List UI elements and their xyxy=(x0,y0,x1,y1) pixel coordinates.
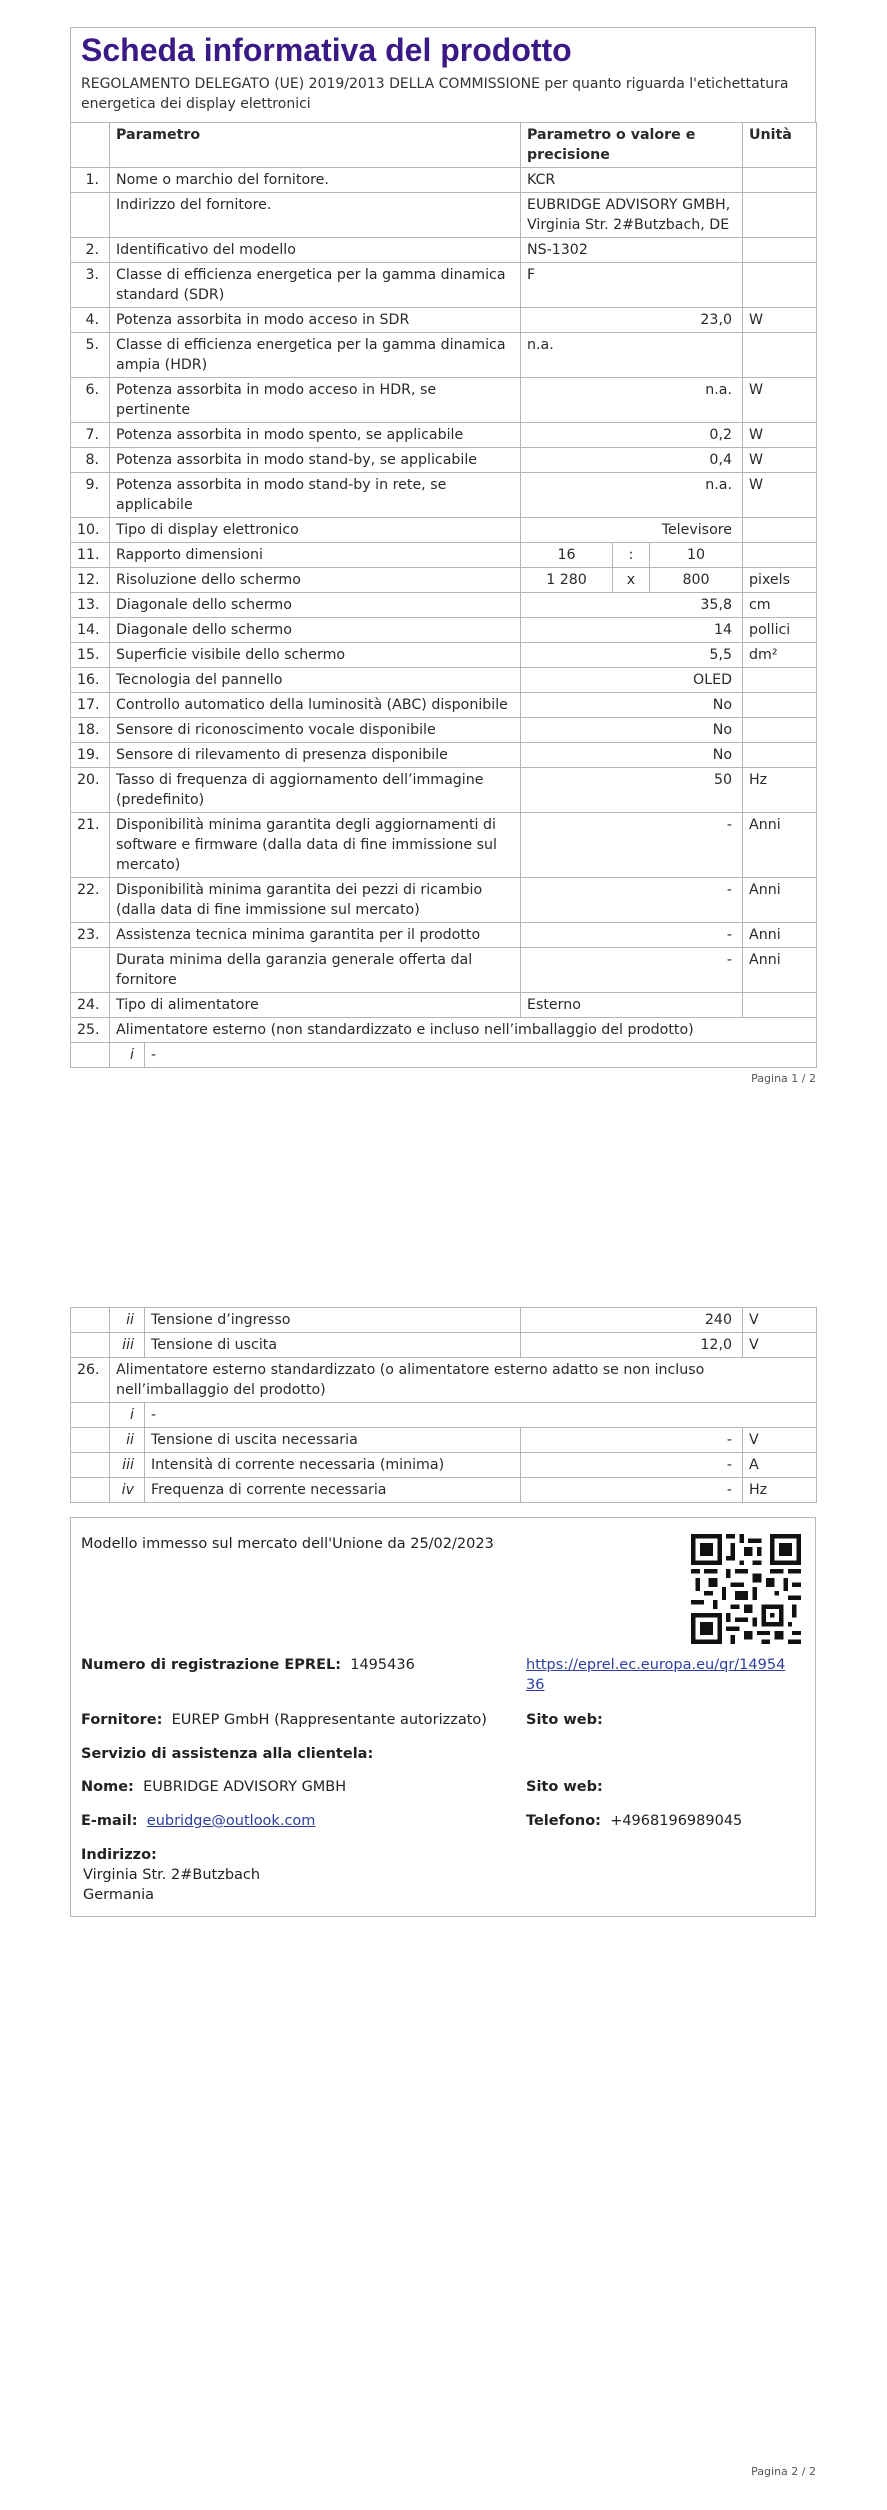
subrow-label: Frequenza di corrente necessaria xyxy=(145,1478,521,1503)
table-subrow xyxy=(71,1308,817,1333)
row-unit: Anni xyxy=(743,878,817,923)
eprel-number xyxy=(81,1655,415,1675)
table-row xyxy=(71,168,817,193)
table-row xyxy=(71,518,817,543)
subrow-value: 12,0 xyxy=(521,1333,743,1358)
table-row xyxy=(71,768,817,813)
row-value: - xyxy=(521,878,743,923)
row-unit: W xyxy=(743,423,817,448)
row-label: Potenza assorbita in modo spento, se applicabile xyxy=(110,423,521,448)
row-number: 16. xyxy=(71,668,110,693)
row-label: Tecnologia del pannello xyxy=(110,668,521,693)
row-number: 8. xyxy=(71,448,110,473)
resolution-width: 1 280 xyxy=(521,568,613,593)
ratio-separator: : xyxy=(613,543,650,568)
row-value: 14 xyxy=(521,618,743,643)
row-label: Tipo di display elettronico xyxy=(110,518,521,543)
table-row xyxy=(71,948,817,993)
table-row xyxy=(71,448,817,473)
row-unit: Hz xyxy=(743,768,817,813)
row-unit xyxy=(743,168,817,193)
name-label: Nome: xyxy=(81,1779,134,1795)
row-label: Controllo automatico della luminosità (ABC) disponibile xyxy=(110,693,521,718)
row-value: 0,2 xyxy=(521,423,743,448)
row-unit: pollici xyxy=(743,618,817,643)
row-unit: dm² xyxy=(743,643,817,668)
row-label: Diagonale dello schermo xyxy=(110,593,521,618)
row-label: Classe di efficienza energetica per la gamma dinamica standard (SDR) xyxy=(110,263,521,308)
customer-service-heading: Servizio di assistenza alla clientela: xyxy=(81,1746,374,1762)
table-header-row xyxy=(71,123,817,168)
row-value: 23,0 xyxy=(521,308,743,333)
row-unit: W xyxy=(743,308,817,333)
qr-code-icon xyxy=(691,1534,801,1644)
row-number: 5. xyxy=(71,333,110,378)
address-line-2: Germania xyxy=(83,1887,154,1903)
row-label: Tipo di alimentatore xyxy=(110,993,521,1018)
subrow-index: ii xyxy=(110,1308,145,1333)
row-value: - xyxy=(521,948,743,993)
table-row xyxy=(71,1358,817,1403)
row-number: 25. xyxy=(71,1018,110,1043)
row-value: No xyxy=(521,743,743,768)
row-number: 3. xyxy=(71,263,110,308)
row-number: 2. xyxy=(71,238,110,263)
supplier-value: EUREP GmbH (Rappresentante autorizzato) xyxy=(171,1712,487,1728)
row-label: Rapporto dimensioni xyxy=(110,543,521,568)
table-row xyxy=(71,643,817,668)
table-row xyxy=(71,423,817,448)
supplier-label: Fornitore: xyxy=(81,1712,163,1728)
col-header-unit: Unità xyxy=(743,123,817,168)
subrow-index: iv xyxy=(110,1478,145,1503)
subrow-label: Tensione d’ingresso xyxy=(145,1308,521,1333)
subrow-unit: V xyxy=(743,1428,817,1453)
supplier-info xyxy=(81,1710,487,1730)
row-label: Assistenza tecnica minima garantita per il prodotto xyxy=(110,923,521,948)
row-value: 0,4 xyxy=(521,448,743,473)
row-unit: Anni xyxy=(743,948,817,993)
page-number-2: Pagina 2 / 2 xyxy=(751,2465,816,2478)
row-number: 17. xyxy=(71,693,110,718)
subrow-index: i xyxy=(110,1043,145,1068)
table-row xyxy=(71,593,817,618)
row-number: 9. xyxy=(71,473,110,518)
row-number: 15. xyxy=(71,643,110,668)
row-value: - xyxy=(521,813,743,878)
row-label: Alimentatore esterno standardizzato (o alimentatore esterno adatto se non incluso nell’imballaggio del prodotto) xyxy=(110,1358,817,1403)
table-row xyxy=(71,813,817,878)
row-number: 14. xyxy=(71,618,110,643)
row-unit: W xyxy=(743,448,817,473)
supplier-website-label: Sito web: xyxy=(526,1712,603,1728)
row-number: 26. xyxy=(71,1358,110,1403)
table-row xyxy=(71,718,817,743)
resolution-separator: x xyxy=(613,568,650,593)
table-row xyxy=(71,193,817,238)
address-line-1: Virginia Str. 2#Butzbach xyxy=(83,1867,261,1883)
row-label: Diagonale dello schermo xyxy=(110,618,521,643)
product-info-table xyxy=(70,122,817,1068)
resolution-height: 800 xyxy=(650,568,743,593)
service-website-label: Sito web: xyxy=(526,1779,603,1795)
row-label: Indirizzo del fornitore. xyxy=(110,193,521,238)
row-label: Disponibilità minima garantita dei pezzi di ricambio (dalla data di fine immissione sul mercato) xyxy=(110,878,521,923)
subrow-label: Tensione di uscita necessaria xyxy=(145,1428,521,1453)
table-row xyxy=(71,693,817,718)
row-value: Televisore xyxy=(521,518,743,543)
row-label: Superficie visibile dello schermo xyxy=(110,643,521,668)
table-row xyxy=(71,263,817,308)
eprel-label: Numero di registrazione EPREL: xyxy=(81,1657,342,1673)
row-label: Tasso di frequenza di aggiornamento dell’immagine (predefinito) xyxy=(110,768,521,813)
email-label: E-mail: xyxy=(81,1813,138,1829)
table-subrow xyxy=(71,1478,817,1503)
subrow-value: 240 xyxy=(521,1308,743,1333)
row-label: Risoluzione dello schermo xyxy=(110,568,521,593)
page-1 xyxy=(70,27,816,1085)
row-label: Potenza assorbita in modo stand-by, se applicabile xyxy=(110,448,521,473)
row-number: 13. xyxy=(71,593,110,618)
row-number: 22. xyxy=(71,878,110,923)
subrow-index: iii xyxy=(110,1453,145,1478)
table-row xyxy=(71,923,817,948)
subrow-label: - xyxy=(145,1043,817,1068)
row-value: NS-1302 xyxy=(521,238,743,263)
row-number: 18. xyxy=(71,718,110,743)
row-label: Sensore di rilevamento di presenza disponibile xyxy=(110,743,521,768)
subrow-value: - xyxy=(521,1453,743,1478)
phone-label: Telefono: xyxy=(526,1813,601,1829)
row-unit: Anni xyxy=(743,923,817,948)
row-number: 7. xyxy=(71,423,110,448)
row-value: OLED xyxy=(521,668,743,693)
table-row xyxy=(71,878,817,923)
table-row xyxy=(71,378,817,423)
col-header-param: Parametro xyxy=(110,123,521,168)
row-value: KCR xyxy=(521,168,743,193)
row-value: F xyxy=(521,263,743,308)
table-row xyxy=(71,668,817,693)
email-link[interactable]: eubridge@outlook.com xyxy=(146,1813,316,1829)
subrow-label: - xyxy=(145,1403,817,1428)
row-number: 19. xyxy=(71,743,110,768)
page-2 xyxy=(70,1307,816,1917)
row-unit: W xyxy=(743,473,817,518)
row-value: 5,5 xyxy=(521,643,743,668)
subrow-unit: Hz xyxy=(743,1478,817,1503)
eprel-link[interactable]: https://eprel.ec.europa.eu/qr/1495436 xyxy=(526,1657,786,1693)
row-label: Alimentatore esterno (non standardizzato e incluso nell’imballaggio del prodotto) xyxy=(110,1018,817,1043)
row-value: Esterno xyxy=(521,993,743,1018)
header-box xyxy=(70,27,816,122)
phone-value: +4968196989045 xyxy=(610,1813,743,1829)
row-unit: W xyxy=(743,378,817,423)
row-value: 35,8 xyxy=(521,593,743,618)
market-date-text: Modello immesso sul mercato dell'Unione da 25/02/2023 xyxy=(81,1536,494,1552)
row-value: - xyxy=(521,923,743,948)
row-number: 1. xyxy=(71,168,110,193)
subrow-unit: V xyxy=(743,1308,817,1333)
subrow-unit: V xyxy=(743,1333,817,1358)
row-number: 4. xyxy=(71,308,110,333)
row-number: 23. xyxy=(71,923,110,948)
table-subrow xyxy=(71,1428,817,1453)
subrow-label: Intensità di corrente necessaria (minima) xyxy=(145,1453,521,1478)
table-row xyxy=(71,618,817,643)
row-number: 20. xyxy=(71,768,110,813)
row-number: 24. xyxy=(71,993,110,1018)
table-row xyxy=(71,473,817,518)
row-value: 50 xyxy=(521,768,743,813)
row-label: Potenza assorbita in modo acceso in SDR xyxy=(110,308,521,333)
row-number: 11. xyxy=(71,543,110,568)
row-label: Disponibilità minima garantita degli aggiornamenti di software e firmware (dalla data di fine immissione sul mercato) xyxy=(110,813,521,878)
service-email xyxy=(81,1811,315,1831)
table-row xyxy=(71,333,817,378)
subrow-index: i xyxy=(110,1403,145,1428)
product-info-table-continued xyxy=(70,1307,817,1503)
page-title: Scheda informativa del prodotto xyxy=(81,32,572,68)
table-subrow xyxy=(71,1043,817,1068)
row-value: EUBRIDGE ADVISORY GMBH, Virginia Str. 2#Butzbach, DE xyxy=(521,193,743,238)
ratio-height: 10 xyxy=(650,543,743,568)
row-label: Potenza assorbita in modo stand-by in rete, se applicabile xyxy=(110,473,521,518)
row-label: Classe di efficienza energetica per la gamma dinamica ampia (HDR) xyxy=(110,333,521,378)
subrow-label: Tensione di uscita xyxy=(145,1333,521,1358)
subrow-unit: A xyxy=(743,1453,817,1478)
row-value: No xyxy=(521,693,743,718)
table-row xyxy=(71,568,817,593)
row-number: 6. xyxy=(71,378,110,423)
subrow-value: - xyxy=(521,1428,743,1453)
table-row xyxy=(71,308,817,333)
table-row xyxy=(71,993,817,1018)
name-value: EUBRIDGE ADVISORY GMBH xyxy=(143,1779,347,1795)
subrow-index: iii xyxy=(110,1333,145,1358)
row-number: 10. xyxy=(71,518,110,543)
service-name xyxy=(81,1777,346,1797)
row-unit: Anni xyxy=(743,813,817,878)
row-label: Potenza assorbita in modo acceso in HDR, se pertinente xyxy=(110,378,521,423)
row-label: Identificativo del modello xyxy=(110,238,521,263)
row-value: n.a. xyxy=(521,333,743,378)
row-label: Sensore di riconoscimento vocale disponibile xyxy=(110,718,521,743)
table-row xyxy=(71,238,817,263)
row-unit: cm xyxy=(743,593,817,618)
row-value: No xyxy=(521,718,743,743)
col-header-value: Parametro o valore e precisione xyxy=(521,123,743,168)
table-subrow xyxy=(71,1403,817,1428)
service-phone xyxy=(526,1811,742,1831)
eprel-value: 1495436 xyxy=(350,1657,415,1673)
ratio-width: 16 xyxy=(521,543,613,568)
table-row xyxy=(71,543,817,568)
subrow-index: ii xyxy=(110,1428,145,1453)
address-label: Indirizzo: xyxy=(81,1847,157,1863)
table-row xyxy=(71,1018,817,1043)
table-subrow xyxy=(71,1333,817,1358)
table-row xyxy=(71,743,817,768)
regulation-subtitle: REGOLAMENTO DELEGATO (UE) 2019/2013 DELLA COMMISSIONE per quanto riguarda l'etichettatura energetica dei display elettronici xyxy=(81,76,789,112)
row-unit: pixels xyxy=(743,568,817,593)
row-value: n.a. xyxy=(521,473,743,518)
table-subrow xyxy=(71,1453,817,1478)
subrow-value: - xyxy=(521,1478,743,1503)
market-info-box xyxy=(70,1517,816,1917)
row-label: Durata minima della garanzia generale offerta dal fornitore xyxy=(110,948,521,993)
row-number: 21. xyxy=(71,813,110,878)
page-number: Pagina 1 / 2 xyxy=(751,1072,816,1085)
row-label: Nome o marchio del fornitore. xyxy=(110,168,521,193)
row-value: n.a. xyxy=(521,378,743,423)
row-number: 12. xyxy=(71,568,110,593)
